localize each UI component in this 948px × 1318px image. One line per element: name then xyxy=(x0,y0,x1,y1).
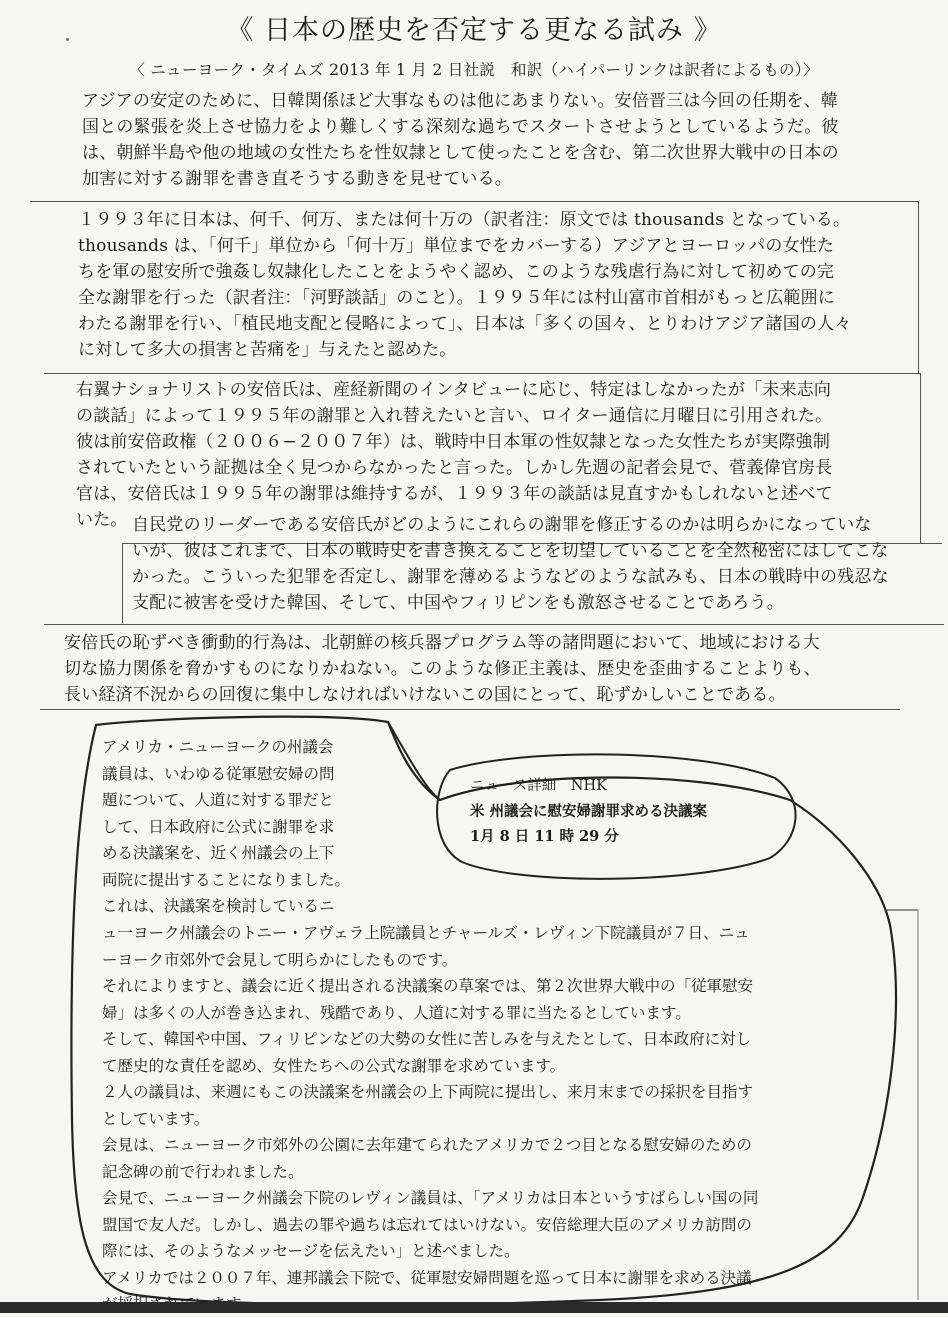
paragraph-line: かった。こういった犯罪を否定し、謝罪を薄めるようなどのような試みも、日本の戦時中の残忍な xyxy=(132,567,889,587)
paragraph-line: 官は、安倍氏は１９９５年の謝罪は維持するが、１９９３年の談話は見直すかもしれないと述べて xyxy=(76,484,833,504)
news-line: 盟国で友人だ。しかし、過去の罪や過ちは忘れてはいけない。安倍総理大臣のアメリカ訪問の xyxy=(102,1215,752,1234)
paragraph-line: に対して多大の損害と苦痛を」与えたと認めた。 xyxy=(78,340,457,360)
news-line: アメリカでは２００７年、連邦議会下院で、従軍慰安婦問題を巡って日本に謝罪を求める決議 xyxy=(102,1268,752,1287)
paragraph-line: 彼は前安倍政権（２００６−２００７年）は、戦時中日本軍の性奴隷となった女性たちが実際強制 xyxy=(76,432,831,452)
news-line: 記念碑の前で行われました。 xyxy=(102,1162,304,1181)
paragraph-line: わたる謝罪を行い、「植民地支配と侵略によって」、日本は「多くの国々、とりわけアジア諸国の人々 xyxy=(78,314,852,334)
paragraph-line: 切な協力関係を脅かすものになりかねない。このような修正主義は、歴史を歪曲することよりも、 xyxy=(64,659,821,679)
paragraph-line: 支配に被害を受けた韓国、そして、中国やフィリピンをも激怒させることであろう。 xyxy=(132,593,784,613)
page-title: 《 日本の歴史を否定する更なる試み 》 xyxy=(226,15,722,46)
news-line: 婦」は多くの人が巻き込まれ、残酷であり、人道に対する罪に当たるとしています。 xyxy=(102,1003,691,1022)
paragraph-line: されていたという証拠は全く見つからなかったと言った。しかし先週の記者会見で、菅義偉官房長 xyxy=(76,458,833,478)
news-line: ーヨーク市郊外で会見して明らかにしたものです。 xyxy=(102,950,458,969)
nhk-headline-box xyxy=(470,774,707,849)
paragraph-line: 右翼ナショナリストの安倍氏は、産経新聞のインタビューに応じ、特定はしなかったが「未来志向 xyxy=(76,380,832,400)
nhk-headline: 米 州議会に慰安婦謝罪求める決議案 xyxy=(470,803,708,820)
news-line: て歴史的な責任を認め、女性たちへの公式な謝罪を求めています。 xyxy=(102,1056,566,1075)
news-line: ュ一ヨーク州議会のトニー・アヴェラ上院議員とチャールズ・レヴィン下院議員が７日、ニュ xyxy=(102,924,750,942)
nhk-timestamp: 1月 8 日 11 時 29 分 xyxy=(470,828,619,845)
news-line: これは、決議案を検討しているニ xyxy=(102,897,335,915)
paragraph-line: 国との緊張を炎上させ協力をより難しくする深刻な過ちでスタートさせようとしているようだ。彼 xyxy=(82,117,839,137)
paragraph-line: アジアの安定のために、日韓関係ほど大事なものは他にあまりない。安倍晋三は今回の任期を、韓 xyxy=(82,91,839,111)
paragraph-line: いた。 xyxy=(76,510,128,530)
paragraph-line: は、朝鮮半島や他の地域の女性たちを性奴隷として使ったことを含む、第二次世界大戦中の日本の xyxy=(82,143,839,163)
scan-bottom-edge xyxy=(0,1302,948,1313)
paragraph-line: 長い経済不況からの回復に集中しなければいけないこの国にとって、恥ずかしいことである。 xyxy=(64,685,786,705)
news-line: 会見で、ニューヨーク州議会下院のレヴィン議員は、「アメリカは日本というすばらしい国の同 xyxy=(102,1189,759,1207)
paragraph-line: いが、彼はこれまで、日本の戦時史を書き換えることを切望していることを全然秘密にはしてこな xyxy=(132,541,889,561)
paragraph-line: 安倍氏の恥ずべき衝動的行為は、北朝鮮の核兵器プログラム等の諸問題において、地域における大 xyxy=(64,633,820,653)
news-line: そして、韓国や中国、フィリピンなどの大勢の女性に苦しみを与えたとして、日本政府に対し xyxy=(102,1030,752,1048)
news-line: 会見は、ニューヨーク市郊外の公園に去年建てられたアメリカで２つ目となる慰安婦のための xyxy=(102,1136,752,1154)
paragraph-line: 全な謝罪を行った（訳者注：「河野談話」のこと）。１９９５年には村山富市首相がもっと広範囲に xyxy=(78,288,835,308)
paragraph-line: ちを軍の慰安所で強姦し奴隷化したことをようやく認め、このような残虐行為に対して初めての完 xyxy=(78,262,835,282)
news-line: 議員は、いわゆる従軍慰安婦の問 xyxy=(102,764,335,783)
paragraph-line: の談話」によって１９９５年の謝罪と入れ替えたいと言い、ロイター通信に月曜日に引用された。 xyxy=(76,406,833,426)
news-line: 際には、そのようなメッセージを伝えたい」と述べました。 xyxy=(102,1242,520,1260)
paragraph-line: thousands は、「何千」単位から「何十万」単位までをカバーする）アジアとヨーロッパの女性た xyxy=(78,236,835,256)
news-line: 両院に提出することになりました。 xyxy=(102,870,351,889)
page-subtitle: 〈 ニューヨーク・タイムズ 2013 年 1 月 2 日社説 和訳（ハイパーリンクは訳者によるもの）〉 xyxy=(129,61,819,79)
news-line: して、日本政府に公式に謝罪を求 xyxy=(102,817,335,836)
news-line: める決議案を、近く州議会の上下 xyxy=(102,844,335,862)
news-line: アメリカ・ニューヨークの州議会 xyxy=(102,738,334,756)
paragraph-line: １９９３年に日本は、何千、何万、または何十万の（訳者注：原文では thousands となっている。 xyxy=(78,210,851,230)
news-text-narrow xyxy=(102,734,402,920)
news-line: としています。 xyxy=(102,1109,210,1128)
paragraph-line: 加害に対する謝罪を書き直そうする動きを見せている。 xyxy=(82,169,512,189)
nhk-source-line: ニュース詳細 NHK xyxy=(470,778,607,794)
news-line: 題について、人道に対する罪だと xyxy=(102,791,334,809)
paragraph-line: 自民党のリーダーである安倍氏がどのようにこれらの謝罪を修正するのかは明らかになっていな xyxy=(132,515,872,535)
news-line: それによりますと、議会に近く提出される決議案の草案では、第２次世界大戦中の「従軍慰安 xyxy=(102,977,754,995)
news-text-wide xyxy=(102,920,892,1318)
news-line: ２人の議員は、来週にもこの決議案を州議会の上下両院に提出し、来月末までの採択を目指す xyxy=(102,1083,754,1101)
